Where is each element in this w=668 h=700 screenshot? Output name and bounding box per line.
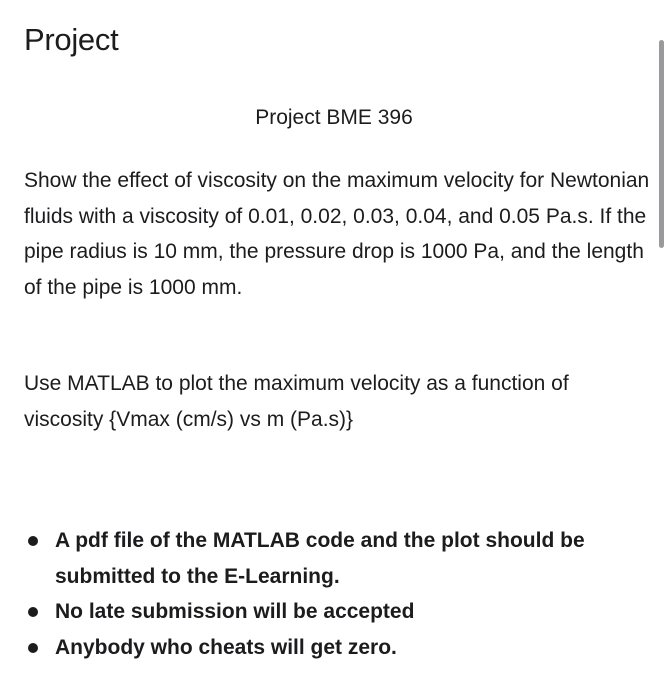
problem-statement: Show the effect of viscosity on the maximum velocity for Newtonian fluids with a viscosity of 0.01, 0.02, 0.03, 0.04, and 0.05 Pa.s. If the pipe radius is 10 mm, the pressure drop is 1000 Pa, and the length of the pipe is 1000 mm.	[24, 169, 650, 299]
matlab-instruction: Use MATLAB to plot the maximum velocity as a function of viscosity {Vmax (cm/s) vs m (Pa.s)}	[24, 372, 569, 431]
bullet-icon	[28, 536, 38, 546]
list-item-text: No late submission will be accepted	[55, 600, 415, 623]
list-item-text: A pdf file of the MATLAB code and the plot should be submitted to the E-Learning.	[55, 529, 585, 588]
list-item	[24, 523, 644, 594]
requirements-list	[24, 523, 644, 665]
list-item	[24, 630, 644, 666]
list-item	[24, 594, 644, 630]
page-title: Project	[24, 22, 119, 57]
list-item-text: Anybody who cheats will get zero.	[55, 635, 397, 659]
document-heading: Project BME 396	[255, 106, 413, 129]
vertical-scrollbar[interactable]	[659, 40, 664, 248]
bullet-icon	[28, 607, 38, 617]
bullet-icon	[28, 643, 38, 653]
